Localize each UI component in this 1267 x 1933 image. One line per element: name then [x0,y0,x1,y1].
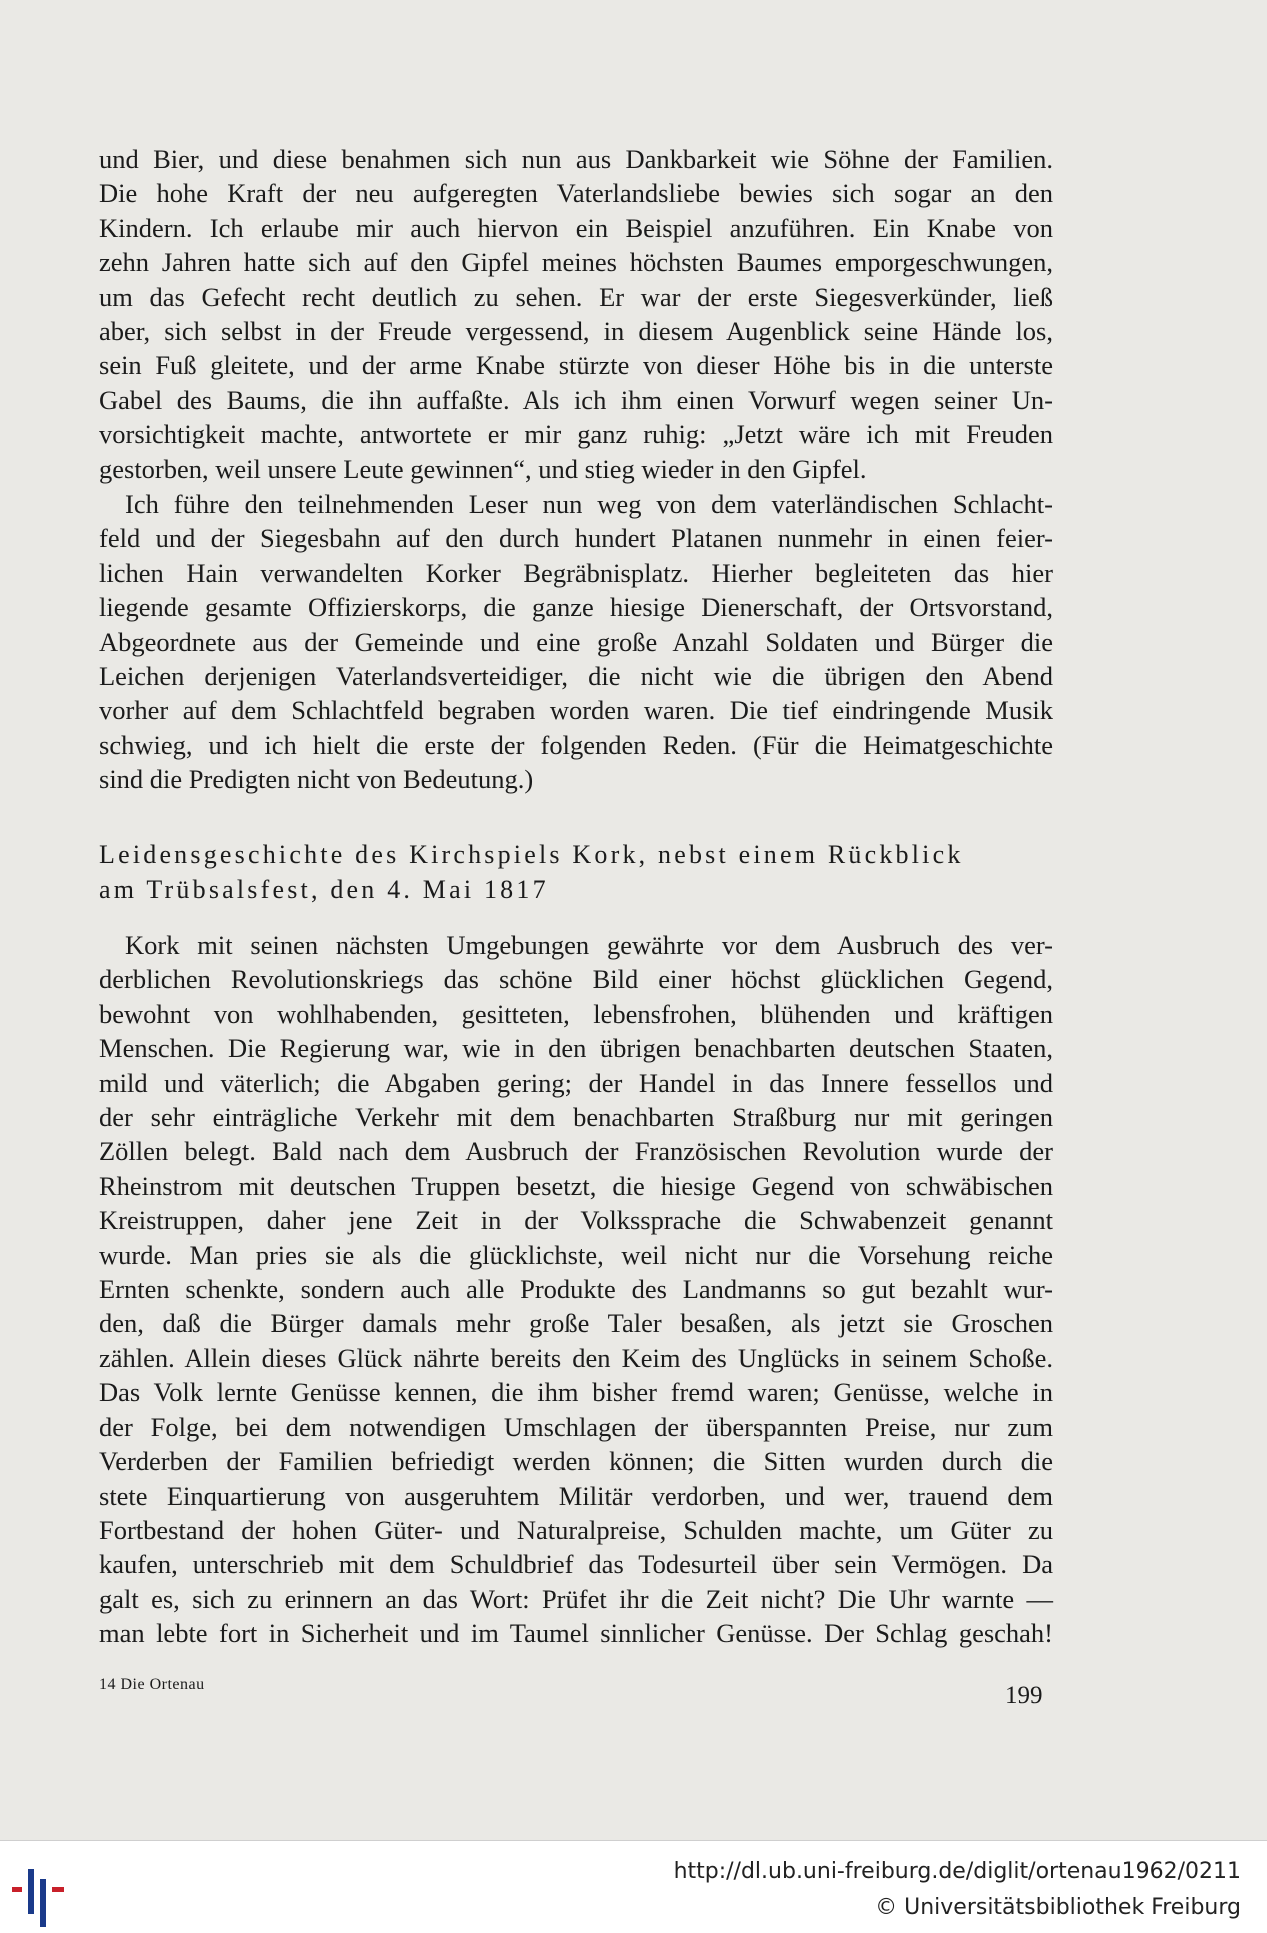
text-line: Abgeordnete aus der Gemeinde und eine große Anzahl Soldaten und Bürger die [99,626,1053,657]
text-line: galt es, sich zu erinnern an das Wort: Prüfet ihr die Zeit nicht? Die Uhr warnte — [99,1583,1053,1614]
text-line: Menschen. Die Regierung war, wie in den übrigen benachbarten deutschen Staaten, [99,1033,1053,1064]
text-line: wurde. Man pries sie als die glücklichste, weil nicht nur die Vorsehung reiche [99,1239,1053,1270]
text-line: Das Volk lernte Genüsse kennen, die ihm bisher fremd waren; Genüsse, welche in [99,1377,1053,1408]
text-line: derblichen Revolutionskriegs das schöne Bild einer höchst glücklichen Gegend, [99,964,1053,995]
text-line: gestorben, weil unsere Leute gewinnen“, und stieg wieder in den Gipfel. [99,453,867,484]
text-line: aber, sich selbst in der Freude vergessend, in diesem Augenblick seine Hände los, [99,316,1053,347]
heading-line: am Trübsalsfest, den 4. Mai 1817 [99,874,549,904]
text-line: zählen. Allein dieses Glück nährte bereits den Keim des Unglücks in seinem Schoße. [99,1342,1053,1373]
text-line: liegende gesamte Offizierskorps, die ganze hiesige Dienerschaft, der Ortsvorstand, [99,592,1053,623]
text-line: Kindern. Ich erlaube mir auch hiervon ein Beispiel anzuführen. Ein Knabe von [99,212,1053,243]
text-line: und Bier, und diese benahmen sich nun aus Dankbarkeit wie Söhne der Familien. [99,144,1053,174]
text-line: schwieg, und ich hielt die erste der folgenden Reden. (Für die Heimatgeschichte [99,729,1053,760]
text-line: lichen Hain verwandelten Korker Begräbnisplatz. Hierher begleiteten das hier [99,557,1053,588]
text-line: Ich führe den teilnehmenden Leser nun weg von dem vaterländischen Schlacht- [125,489,1053,519]
text-line: der sehr einträgliche Verkehr mit dem benachbarten Straßburg nur mit geringen [99,1102,1053,1133]
text-line: den, daß die Bürger damals mehr große Taler besaßen, als jetzt sie Groschen [99,1308,1053,1339]
text-line: man lebte fort in Sicherheit und im Taumel sinnlicher Genüsse. Der Schlag geschah! [99,1618,1053,1649]
text-line: Die hohe Kraft der neu aufgeregten Vaterlandsliebe bewies sich sogar an den [99,178,1053,209]
paragraph-1 [99,142,1053,486]
text-line: sind die Predigten nicht von Bedeutung.) [99,764,534,795]
text-line: vorher auf dem Schlachtfeld begraben worden waren. Die tief eindringende Musik [99,695,1053,726]
text-line: feld und der Siegesbahn auf den durch hundert Platanen nunmehr in einen feier- [99,523,1053,554]
text-line: Verderben der Familien befriedigt werden können; die Sitten wurden durch die [99,1446,1053,1477]
paragraph-3 [99,928,1053,1651]
paragraph-2 [99,487,1053,797]
text-line: kaufen, unterschrieb mit dem Schuldbrief das Todesurteil über sein Vermögen. Da [99,1549,1053,1580]
text-line: Zöllen belegt. Bald nach dem Ausbruch der Französischen Revolution wurde der [99,1136,1053,1167]
signature-mark: 14 Die Ortenau [99,1676,205,1693]
text-line: Rheinstrom mit deutschen Truppen besetzt, die hiesige Gegend von schwäbischen [99,1170,1053,1201]
text-line: vorsichtigkeit machte, antwortete er mir ganz ruhig: „Jetzt wäre ich mit Freuden [99,419,1053,450]
paragraph-2-text [99,487,1053,797]
text-line: um das Gefecht recht deutlich zu sehen. Er war der erste Siegesverkünder, ließ [99,281,1053,312]
viewer-footer-bar [0,1840,1267,1933]
text-line: sein Fuß gleitete, und der arme Knabe stürzte von dieser Höhe bis in die unterste [99,350,1053,381]
paragraph-1-text [99,142,1053,486]
heading-line: Leidensgeschichte des Kirchspiels Kork, nebst einem Rückblick [99,840,964,869]
text-line: Kreistruppen, daher jene Zeit in der Volkssprache die Schwabenzeit genannt [99,1205,1053,1236]
text-line: Gabel des Baums, die ihn auffaßte. Als ich ihm einen Vorwurf wegen seiner Un- [99,384,1053,415]
text-line: Kork mit seinen nächsten Umgebungen gewährte vor dem Ausbruch des ver- [125,930,1053,960]
text-line: zehn Jahren hatte sich auf den Gipfel meines höchsten Baumes emporgeschwungen, [99,247,1053,278]
text-line: mild und väterlich; die Abgaben gering; der Handel in das Innere fessellos und [99,1067,1053,1098]
text-line: der Folge, bei dem notwendigen Umschlagen der überspannten Preise, nur zum [99,1411,1053,1442]
text-line: Fortbestand der hohen Güter- und Naturalpreise, Schulden machte, um Güter zu [99,1514,1053,1545]
text-line: bewohnt von wohlhabenden, gesitteten, lebensfrohen, blühenden und kräftigen [99,998,1053,1029]
copyright-notice: © Universitätsbibliothek Freiburg [875,1895,1241,1920]
text-line: Leichen derjenigen Vaterlandsverteidiger, die nicht wie die übrigen den Abend [99,661,1053,692]
text-line: stete Einquartierung von ausgeruhtem Militär verdorben, und wer, trauend dem [99,1480,1053,1511]
text-line: Ernten schenkte, sondern auch alle Produkte des Landmanns so gut bezahlt wur- [99,1274,1053,1305]
source-url-link[interactable]: http://dl.ub.uni-freiburg.de/diglit/ortenau1962/0211 [673,1859,1241,1884]
paragraph-3-text [99,928,1053,1651]
page-number: 199 [1005,1682,1043,1709]
section-heading [99,838,1053,907]
ub-freiburg-logo-icon [10,1857,80,1927]
